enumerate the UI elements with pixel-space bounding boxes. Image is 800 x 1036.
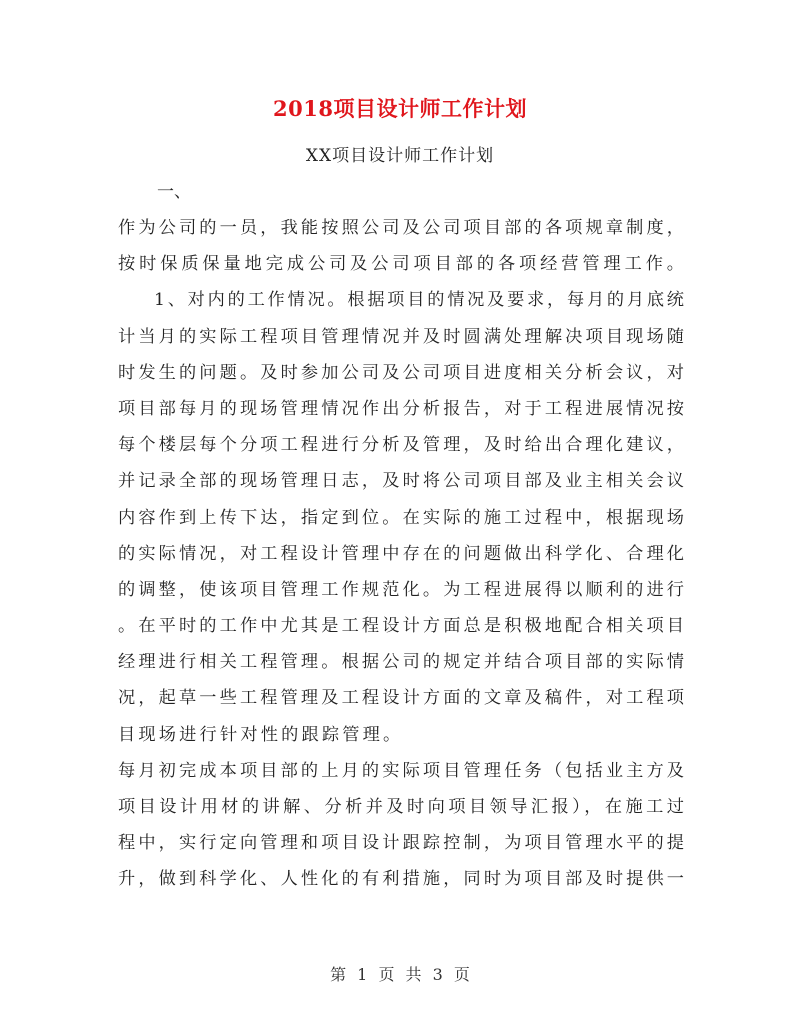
- document-title: 2018项目设计师工作计划: [273, 96, 527, 121]
- paragraph-3-line-4: 升，做到科学化、人性化的有利措施，同时为项目部及时提供一: [118, 869, 684, 890]
- paragraph-2-line-4: 项目部每月的现场管理情况作出分析报告，对于工程进展情况按: [118, 398, 684, 419]
- paragraph-2-line-5: 每个楼层每个分项工程进行分析及管理，及时给出合理化建议，: [118, 435, 684, 456]
- paragraph-2-line-13: 目现场进行针对性的跟踪管理。: [118, 724, 404, 745]
- page-number-footer: 第 1 页 共 3 页: [330, 965, 470, 984]
- paragraph-2-line-11: 经理进行相关工程管理。根据公司的规定并结合项目部的实际情: [118, 652, 684, 673]
- paragraph-2-line-3: 时发生的问题。及时参加公司及公司项目进度相关分析会议，对: [118, 362, 684, 383]
- paragraph-2-line-9: 的调整，使该项目管理工作规范化。为工程进展得以顺利的进行: [118, 579, 684, 600]
- paragraph-2-line-12: 况，起草一些工程管理及工程设计方面的文章及稿件，对工程项: [118, 688, 684, 709]
- document-subtitle: XX项目设计师工作计划: [305, 146, 495, 166]
- paragraph-2-line-7: 内容作到上传下达，指定到位。在实际的施工过程中，根据现场: [118, 507, 684, 528]
- paragraph-1-line-1: 作为公司的一员，我能按照公司及公司项目部的各项规章制度，: [118, 218, 684, 238]
- document-body: [118, 210, 684, 898]
- section-number: 一、: [157, 182, 191, 202]
- paragraph-2-line-1: 1、对内的工作情况。根据项目的情况及要求，每月的月底统: [154, 290, 684, 311]
- paragraph-2-line-2: 计当月的实际工程项目管理情况并及时圆满处理解决项目现场随: [118, 326, 684, 347]
- paragraph-2-line-10: 。在平时的工作中尤其是工程设计方面总是积极地配合相关项目: [118, 616, 684, 637]
- paragraph-1-line-2: 按时保质保量地完成公司及公司项目部的各项经营管理工作。: [118, 254, 684, 275]
- paragraph-2-line-8: 的实际情况，对工程设计管理中存在的问题做出科学化、合理化: [118, 543, 684, 564]
- paragraph-3-line-2: 项目设计用材的讲解、分析并及时向项目领导汇报），在施工过: [118, 797, 684, 817]
- paragraph-3-line-3: 程中，实行定向管理和项目设计跟踪控制，为项目管理水平的提: [118, 833, 684, 854]
- paragraph-3-line-1: 每月初完成本项目部的上月的实际项目管理任务（包括业主方及: [118, 760, 684, 781]
- paragraph-2-line-6: 并记录全部的现场管理日志，及时将公司项目部及业主相关会议: [118, 471, 684, 492]
